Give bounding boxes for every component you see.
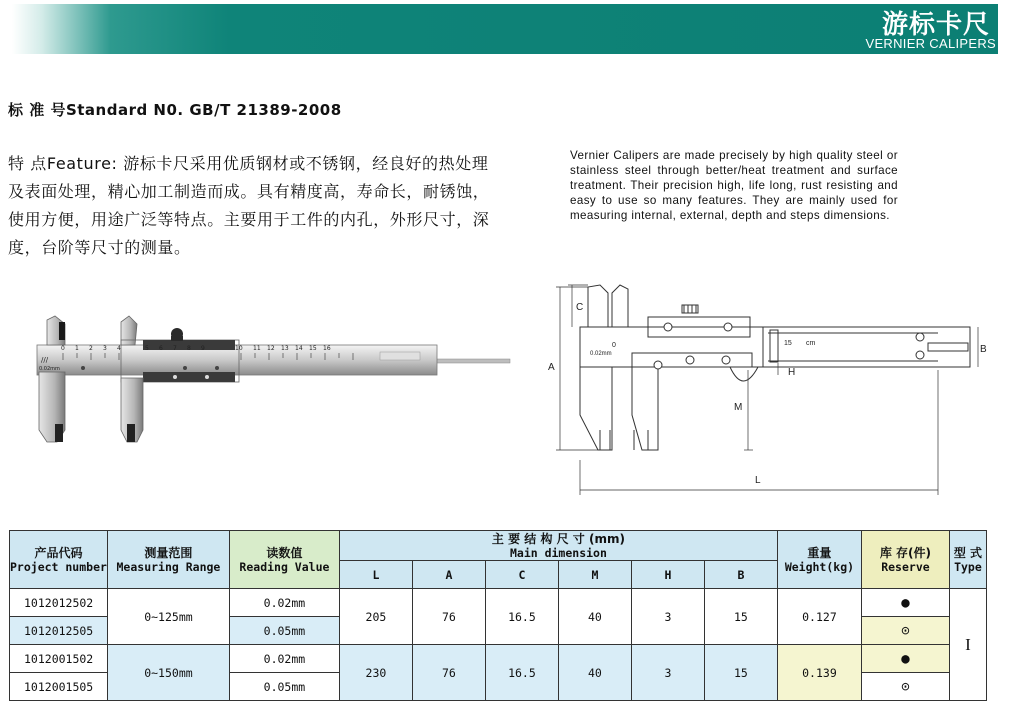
- dim-m-value: 40: [558, 645, 631, 701]
- header-dim-h: H: [631, 561, 704, 589]
- header-dim-l: L: [339, 561, 412, 589]
- dim-h-value: 3: [631, 645, 704, 701]
- reserve-indicator: ⊙: [861, 617, 949, 645]
- header-type-cn: 型 式: [953, 545, 983, 560]
- weight-value: 0.127: [777, 589, 861, 645]
- dim-label-h: H: [788, 367, 796, 378]
- scale-number: 3: [103, 345, 107, 352]
- drawing-cm: cm: [806, 340, 816, 347]
- reading-value: 0.05mm: [229, 673, 339, 701]
- dim-c-value: 16.5: [485, 589, 558, 645]
- dim-a-value: 76: [412, 589, 485, 645]
- dim-label-a: A: [548, 362, 555, 373]
- feature-text-cn: 特 点Feature: 游标卡尺采用优质钢材或不锈钢，经良好的热处理及表面处理，精心加工制造而成。具有精度高，寿命长，耐锈蚀，使用方便，用途广泛等特点。主要用于工件的内孔，外形尺寸，深度，台阶等尺寸的测量。: [8, 154, 490, 257]
- dim-label-l: L: [755, 475, 761, 486]
- header-weight: [777, 531, 861, 589]
- dim-b-value: 15: [704, 645, 777, 701]
- scale-number: 11: [253, 345, 261, 352]
- dim-c-value: 16.5: [485, 645, 558, 701]
- reading-value: 0.02mm: [229, 645, 339, 673]
- header-type: [949, 531, 986, 589]
- scale-number: 5: [145, 345, 149, 352]
- scale-number: 0: [61, 345, 65, 352]
- scale-number: 15: [309, 345, 317, 352]
- header-project-number-en: Project number: [10, 559, 107, 574]
- scale-number: 16: [323, 345, 331, 352]
- header-measuring-range: [107, 531, 229, 589]
- dim-b-value: 15: [704, 589, 777, 645]
- reading-value: 0.02mm: [229, 589, 339, 617]
- product-code: 1012012505: [10, 617, 108, 645]
- drawing-zero: 0: [612, 342, 616, 349]
- header-reading-value: [229, 531, 339, 589]
- header-main-dimension-en: Main dimension: [509, 545, 607, 560]
- header-banner: [12, 4, 998, 54]
- scale-number: 7: [173, 345, 177, 352]
- header-reserve-en: Reserve: [881, 559, 930, 574]
- header-reading-value-cn: 读数值: [266, 545, 303, 560]
- dim-h-value: 3: [631, 589, 704, 645]
- header-reserve: [861, 531, 949, 589]
- measuring-range: 0~150mm: [107, 645, 229, 701]
- header-dim-m: M: [558, 561, 631, 589]
- reserve-indicator: ●: [861, 645, 949, 673]
- dim-label-b: B: [980, 344, 987, 355]
- header-dim-a: A: [412, 561, 485, 589]
- header-measuring-range-cn: 测量范围: [144, 545, 193, 560]
- scale-number: 14: [295, 345, 303, 352]
- scale-number: 4: [117, 345, 121, 352]
- dim-label-c: C: [576, 302, 584, 313]
- photo-mark: 0.02mm: [39, 366, 60, 372]
- table-row: [10, 645, 987, 673]
- scale-number: 13: [281, 345, 289, 352]
- product-code: 1012012502: [10, 589, 108, 617]
- reading-value: 0.05mm: [229, 617, 339, 645]
- scale-number: 9: [201, 345, 205, 352]
- dim-label-m: M: [734, 402, 743, 413]
- header-measuring-range-en: Measuring Range: [116, 559, 221, 574]
- header-reading-value-en: Reading Value: [239, 559, 330, 574]
- photo-mark: ///: [41, 356, 49, 364]
- header-main-dimension: [339, 531, 777, 561]
- feature-text-en: Vernier Calipers are made precisely by high quality steel or stainless steel through better/heat treatment and surface treatment. Their precision high, life long, rust resisting and easy to use so many features. They are mainly used for measuring internal, external, depth and steps dimensions.: [570, 149, 898, 222]
- scale-number: 6: [159, 345, 163, 352]
- standard-number: 标 准 号Standard N0. GB/T 21389-2008: [8, 101, 342, 119]
- dim-m-value: 40: [558, 589, 631, 645]
- header-main-dimension-cn: 主 要 结 构 尺 寸 (mm): [491, 531, 625, 546]
- caliper-photo: [25, 312, 520, 452]
- reserve-indicator: ●: [861, 589, 949, 617]
- product-code: 1012001502: [10, 645, 108, 673]
- header-weight-en: Weight(kg): [784, 559, 855, 574]
- dim-a-value: 76: [412, 645, 485, 701]
- weight-value: 0.139: [777, 645, 861, 701]
- header-weight-cn: 重量: [807, 545, 832, 560]
- drawing-fifteen: 15: [784, 340, 792, 347]
- type-value: I: [949, 589, 986, 701]
- spec-table: [9, 530, 987, 701]
- header-reserve-cn: 库 存(件): [879, 545, 932, 560]
- table-row: [10, 589, 987, 617]
- header-dim-c: C: [485, 561, 558, 589]
- scale-number: 10: [235, 345, 243, 352]
- header-dim-b: B: [704, 561, 777, 589]
- measuring-range: 0~125mm: [107, 589, 229, 645]
- page-subtitle: VERNIER CALIPERS: [865, 36, 996, 51]
- dim-l-value: 230: [339, 645, 412, 701]
- drawing-precision: 0.02mm: [590, 351, 612, 357]
- header-type-en: Type: [954, 559, 982, 574]
- reserve-indicator: ⊙: [861, 673, 949, 701]
- scale-number: 1: [75, 345, 79, 352]
- product-code: 1012001505: [10, 673, 108, 701]
- header-project-number: [10, 531, 108, 589]
- dim-l-value: 205: [339, 589, 412, 645]
- page-title: 游标卡尺: [881, 10, 990, 40]
- header-project-number-cn: 产品代码: [34, 545, 83, 560]
- scale-number: 2: [89, 345, 93, 352]
- scale-number: 8: [187, 345, 191, 352]
- scale-number: 12: [267, 345, 275, 352]
- technical-drawing: [548, 275, 988, 500]
